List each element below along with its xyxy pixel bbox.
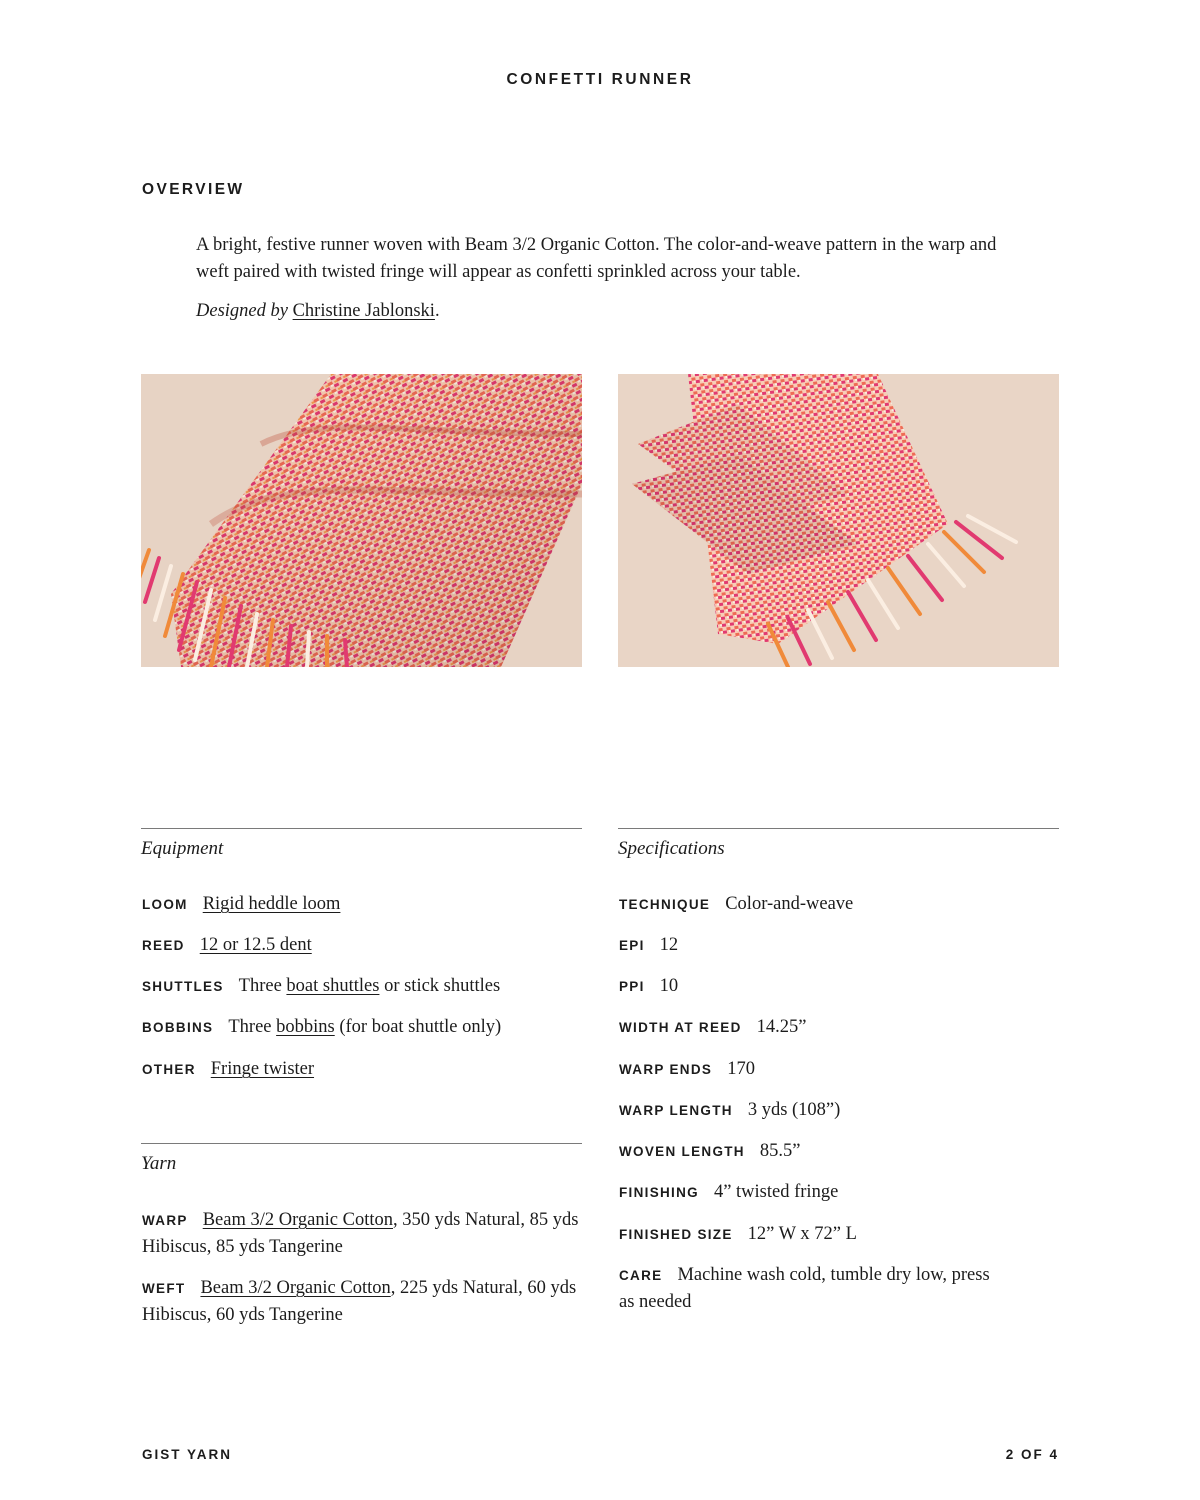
weft-yarn-detail: , 225 yds Natural, 60 yds Hibiscus, 60 yds Tangerine xyxy=(142,1278,577,1325)
equipment-divider xyxy=(141,828,582,829)
spec-key: EPI xyxy=(619,938,645,953)
equipment-row-bobbins xyxy=(142,1014,501,1041)
equipment-row-reed xyxy=(142,932,312,959)
spec-value: 85.5” xyxy=(759,1141,801,1161)
equipment-key: SHUTTLES xyxy=(142,979,224,994)
equipment-label: Equipment xyxy=(141,838,224,859)
spec-key: WARP LENGTH xyxy=(619,1103,733,1118)
equipment-row-loom xyxy=(142,891,340,918)
spec-value: 4” twisted fringe xyxy=(713,1182,839,1202)
fringe-twister-link[interactable]: Fringe twister xyxy=(210,1059,315,1079)
runner-photo-folded xyxy=(618,374,1059,667)
spec-value: 3 yds (108”) xyxy=(747,1100,841,1120)
bobbins-after: (for boat shuttle only) xyxy=(334,1017,502,1037)
overview-heading: OVERVIEW xyxy=(142,181,245,198)
spec-row xyxy=(619,1097,840,1124)
reed-link[interactable]: 12 or 12.5 dent xyxy=(199,935,312,955)
spec-row xyxy=(619,1014,806,1041)
spec-value: 12 xyxy=(659,935,679,955)
spec-row xyxy=(619,1221,857,1248)
page-title: CONFETTI RUNNER xyxy=(506,71,694,88)
spec-key: TECHNIQUE xyxy=(619,897,711,912)
spec-row xyxy=(619,1056,755,1083)
designed-by-prefix: Designed by xyxy=(196,301,288,321)
yarn-key: WARP xyxy=(142,1213,188,1228)
runner-photo-closeup xyxy=(141,374,582,667)
spec-value: 14.25” xyxy=(756,1017,807,1037)
spec-value: 12” W x 72” L xyxy=(747,1224,857,1244)
equipment-key: BOBBINS xyxy=(142,1020,214,1035)
spec-row xyxy=(619,973,678,1000)
spec-key: FINISHING xyxy=(619,1185,699,1200)
page-number: 2 OF 4 xyxy=(1005,1447,1059,1462)
footer-brand: GIST YARN xyxy=(142,1447,233,1462)
yarn-row-warp xyxy=(142,1207,582,1261)
spec-key: WIDTH AT REED xyxy=(619,1020,742,1035)
bobbins-link[interactable]: bobbins xyxy=(276,1017,335,1037)
specifications-label: Specifications xyxy=(618,838,725,859)
equipment-row-other xyxy=(142,1056,314,1083)
warp-yarn-link[interactable]: Beam 3/2 Organic Cotton xyxy=(202,1210,393,1230)
spec-key: PPI xyxy=(619,979,645,994)
overview-description: A bright, festive runner woven with Beam 3/2 Organic Cotton. The color-and-weave pattern in the warp and weft paired with twisted fringe will appear as confetti sprinkled across your table. xyxy=(196,235,997,282)
equipment-key: REED xyxy=(142,938,185,953)
yarn-label: Yarn xyxy=(141,1153,177,1174)
equipment-key: LOOM xyxy=(142,897,188,912)
yarn-key: WEFT xyxy=(142,1281,186,1296)
runner-closeup-image xyxy=(141,374,582,667)
spec-value: 170 xyxy=(727,1059,755,1079)
weft-yarn-link[interactable]: Beam 3/2 Organic Cotton xyxy=(200,1278,391,1298)
spec-value: Machine wash cold, tumble dry low, press as needed xyxy=(619,1265,990,1312)
yarn-divider xyxy=(141,1143,582,1144)
designer-suffix: . xyxy=(434,301,440,321)
designer-link[interactable]: Christine Jablonski xyxy=(292,301,435,321)
equipment-row-shuttles xyxy=(142,973,500,1000)
spec-row xyxy=(619,1138,800,1165)
spec-key: FINISHED SIZE xyxy=(619,1227,733,1242)
spec-key: WARP ENDS xyxy=(619,1062,713,1077)
spec-row-care xyxy=(619,1262,1009,1316)
specifications-divider xyxy=(618,828,1059,829)
boat-shuttles-link[interactable]: boat shuttles xyxy=(286,976,380,996)
warp-yarn-detail: , 350 yds Natural, 85 yds Hibiscus, 85 yds Tangerine xyxy=(142,1210,579,1257)
spec-row xyxy=(619,1179,838,1206)
spec-value: 10 xyxy=(659,976,679,996)
spec-value: Color-and-weave xyxy=(725,894,854,914)
loom-link[interactable]: Rigid heddle loom xyxy=(202,894,341,914)
runner-folded-image xyxy=(618,374,1059,667)
designer-credit xyxy=(196,301,440,322)
spec-row xyxy=(619,891,853,918)
spec-key: WOVEN LENGTH xyxy=(619,1144,745,1159)
equipment-key: OTHER xyxy=(142,1062,196,1077)
bobbins-before: Three xyxy=(228,1017,277,1037)
spec-row xyxy=(619,932,678,959)
shuttles-before: Three xyxy=(238,976,287,996)
yarn-row-weft xyxy=(142,1275,582,1329)
spec-key: CARE xyxy=(619,1268,663,1283)
shuttles-after: or stick shuttles xyxy=(379,976,501,996)
